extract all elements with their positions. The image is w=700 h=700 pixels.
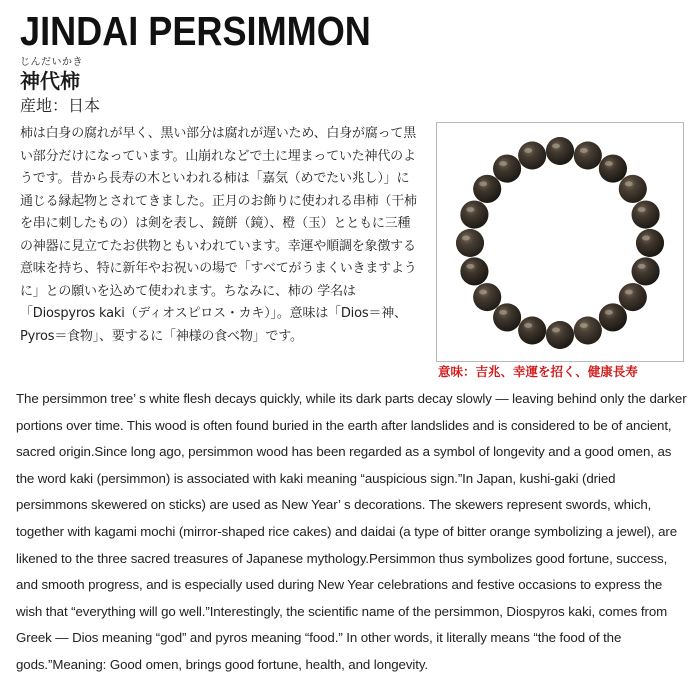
bead-shading (518, 317, 546, 345)
bead-shading (619, 175, 647, 203)
bead-highlight (499, 310, 507, 315)
bead-highlight (580, 323, 588, 328)
bead-highlight (625, 181, 633, 186)
origin-label: 産地：日本 (20, 96, 101, 115)
bead-shading (599, 155, 627, 183)
bead-shading (460, 257, 488, 285)
bead-shading (546, 321, 574, 349)
bead-highlight (524, 323, 532, 328)
bead-highlight (479, 290, 487, 295)
bead-shading (636, 229, 664, 257)
bead-shading (456, 229, 484, 257)
bead-shading (473, 283, 501, 311)
bead-shading (493, 303, 521, 331)
meaning-japanese: 意味：吉兆、幸運を招く、健康長寿 (438, 364, 638, 379)
bead-highlight (462, 236, 470, 241)
bead-highlight (499, 161, 507, 166)
name-reading-ruby: じんだいかき (20, 57, 83, 68)
bead-shading (473, 175, 501, 203)
bead-highlight (466, 207, 474, 212)
japanese-description: 柿は白身の腐れが早く、黒い部分は腐れが遅いため、白身が腐って黒い部分だけになっています。山崩れなどで土に埋まっていた神代のようです。昔から長寿の木といわれる柿は「嘉気（めでたい兆し）」に通じる縁起物とされてきました。正月のお飾りに使われる串柿（干柿を串に刺したもの）は剣を表し、鏡餅（鏡）、橙（玉）とともに三種の神器に見立てたお供物ともいわれています。幸運や順調を象徴する意味を持ち、特に新年やお祝いの場で「すべてがうまくいきますように」との願いを込めて使われます。ちなみに、柿の 学名は「Diospyros kaki（ディオスピロス・カキ）」。意味は「Dios＝神、Pyros＝食物」、要するに「神様の食べ物」です。 (20, 126, 417, 344)
bead-highlight (524, 148, 532, 153)
bead-highlight (605, 161, 613, 166)
bead-shading (619, 283, 647, 311)
english-description: The persimmon tree’ s white flesh decays quickly, while its dark parts decay slowly — leaving behind only the darker portions over time. This wood is often found buried in the earth after landslides and is considered to be of ancient, sacred origin.Since long ago, persimmon wood has been regarded as a symbol of longevity and a good omen, as the word kaki (persimmon) is associated with kaki meaning “auspicious sign.”In Japan, kushi-gaki (dried persimmons skewered on sticks) are used as New Year’ s decorations. The skewers represent swords, which, together with kagami mochi (mirror-shaped rice cakes) and daidai (a type of bitter orange symbolizing a jewel), are likened to the three sacred treasures of Japanese mythology.Persimmon thus symbolizes good fortune, success, and smooth progress, and is especially used during New Year celebrations and festive occasions to express the wish that “everything will go well.”Interestingly, the scientific name of the persimmon, Diospyros kaki, comes from Greek — Dios meaning “god” and pyros meaning “food.” In other words, it literally means “the food of the gods.”Meaning: Good omen, brings good fortune, health, and longevity. (16, 391, 687, 672)
bead-shading (546, 137, 574, 165)
bead-bracelet-image (437, 123, 683, 361)
bead-shading (493, 155, 521, 183)
bead-shading (632, 257, 660, 285)
bead-shading (599, 303, 627, 331)
bracelet-photo (436, 122, 684, 362)
bead-highlight (479, 181, 487, 186)
bead-highlight (580, 148, 588, 153)
bead-shading (518, 142, 546, 170)
bead-highlight (552, 328, 560, 333)
japanese-name: 神代柿 (20, 69, 80, 93)
bead-highlight (642, 236, 650, 241)
bead-highlight (466, 264, 474, 269)
page-title: JINDAI PERSIMMON (20, 8, 371, 54)
bead-shading (574, 317, 602, 345)
bead-highlight (605, 310, 613, 315)
bead-highlight (638, 264, 646, 269)
bead-shading (632, 201, 660, 229)
bead-shading (574, 142, 602, 170)
bead-shading (460, 201, 488, 229)
bead-highlight (638, 207, 646, 212)
bead-highlight (552, 144, 560, 149)
bead-highlight (625, 290, 633, 295)
